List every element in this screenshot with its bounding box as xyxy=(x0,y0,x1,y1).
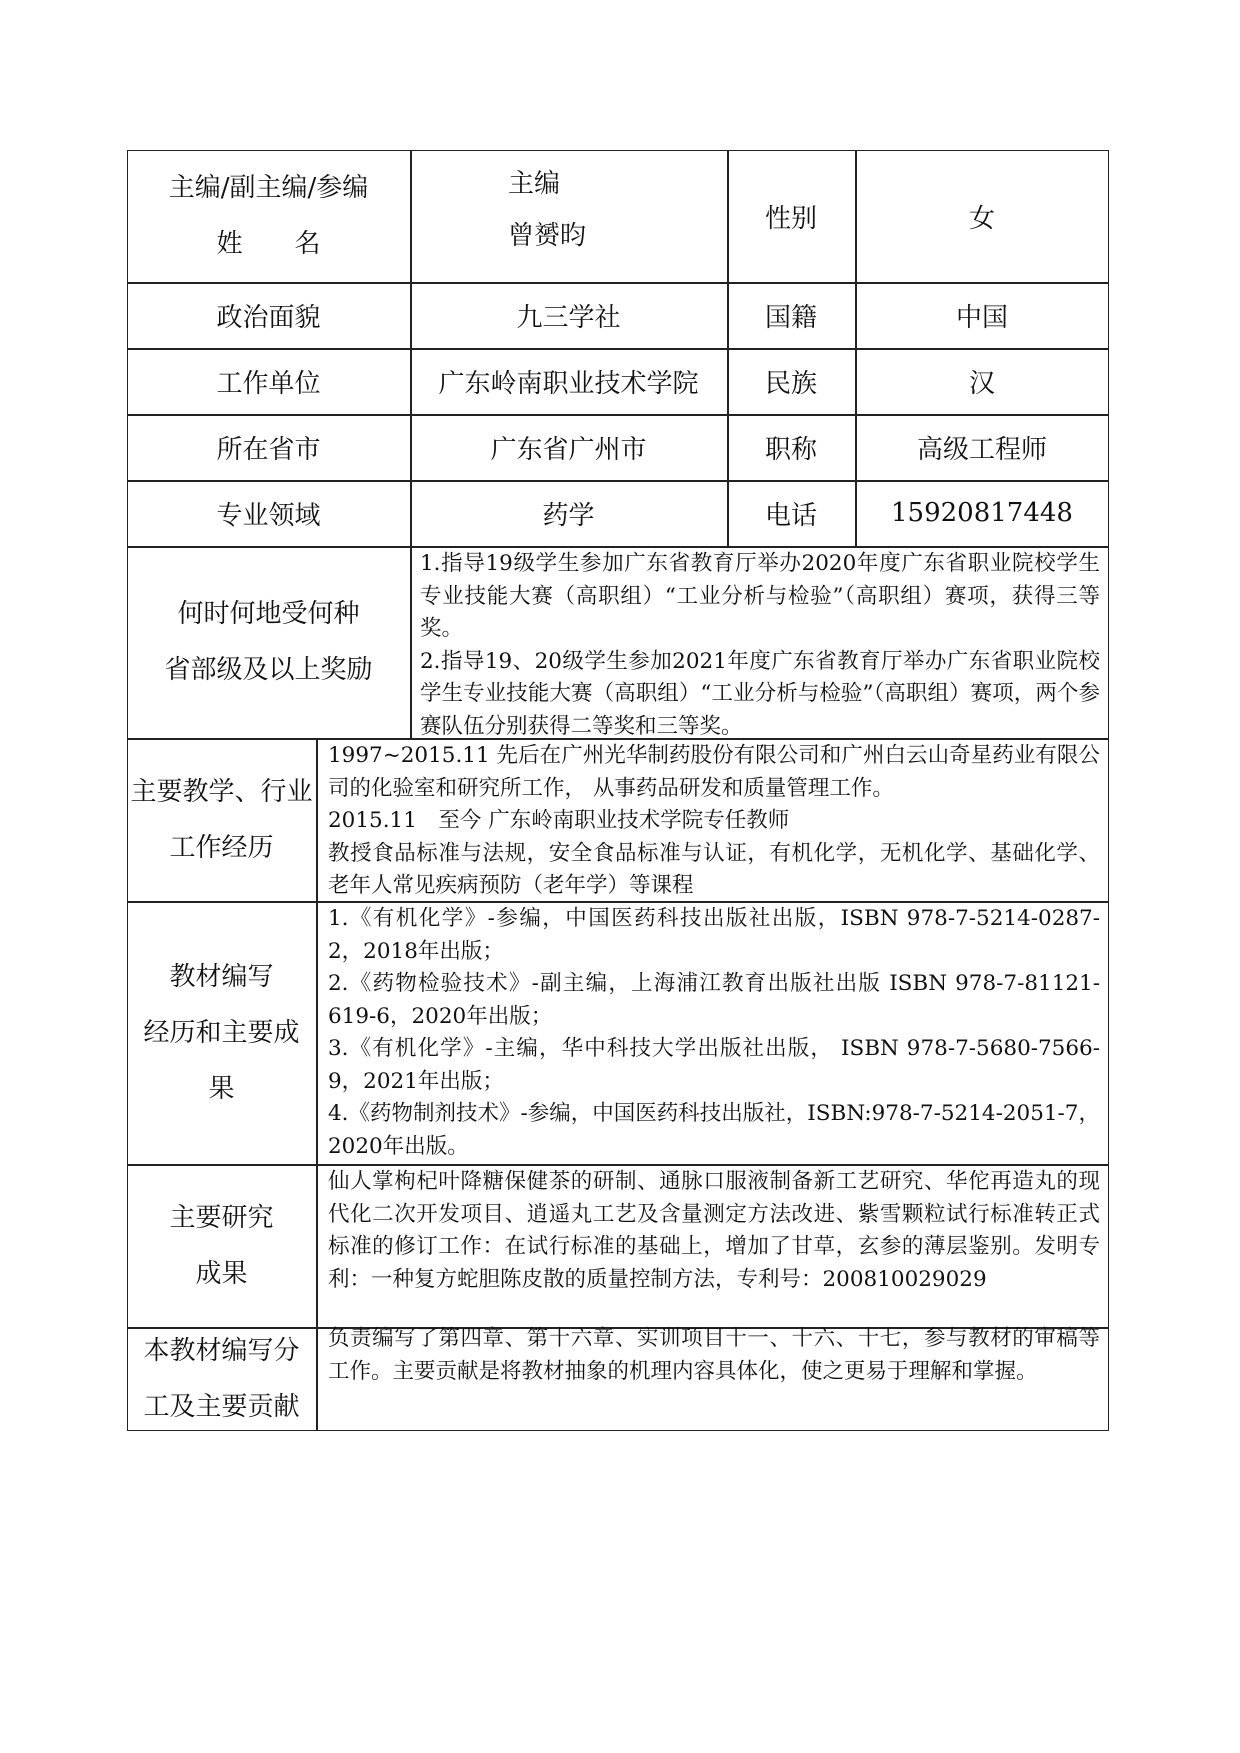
research-text: 仙人掌枸杞叶降糖保健茶的研制、通脉口服液制备新工艺研究、华佗再造丸的现代化二次开发项目、逍遥丸工艺及含量测定方法改进、紫雪颗粒试行标准转正式标准的修订工作：在试行标准的基础上，增加了甘草，玄参的薄层鉴别。发明专利：一种复方蛇胆陈皮散的质量控制方法，专利号：200810029029 xyxy=(328,1169,1100,1292)
textbooks-label xyxy=(127,901,316,1164)
research-label xyxy=(127,1164,316,1327)
award-item: 2.指导19、20级学生参加2021年度广东省教育厅举办广东省职业院校学生专业技能大赛（高职组）“工业分析与检验”（高职组）赛项，两个参赛队伍分别获得二等奖和三等奖。 xyxy=(420,648,1100,739)
research-content xyxy=(328,1166,1100,1296)
textbooks-label-line: 教材编写 xyxy=(169,961,274,992)
employer-value: 广东岭南职业技术学院 xyxy=(438,368,699,399)
phone-label: 电话 xyxy=(764,500,817,531)
gender-value: 女 xyxy=(968,203,995,234)
research-label-line: 主要研究 xyxy=(169,1202,274,1233)
contribution-text: 负责编写了第四章、第十六章、实训项目十一、十六、十七，参与教材的审稿等工作。主要贡献是将教材抽象的机理内容具体化，使之更易于理解和掌握。 xyxy=(328,1326,1100,1384)
political-value: 九三学社 xyxy=(516,302,621,333)
experience-item: 1997~2015.11 先后在广州光华制药股份有限公司和广州白云山奇星药业有限公司的化验室和研究所工作， 从事药品研发和质量管理工作。 xyxy=(328,743,1100,801)
phone-value: 15920817448 xyxy=(891,498,1073,528)
textbook-item: 4.《药物制剂技术》-参编，中国医药科技出版社，ISBN:978-7-5214-2051-7，2020年出版。 xyxy=(328,1101,1100,1159)
title-value: 高级工程师 xyxy=(916,434,1047,465)
textbooks-content xyxy=(328,903,1100,1163)
province-label: 所在省市 xyxy=(216,434,321,465)
experience-label-line: 主要教学、行业 xyxy=(130,776,313,807)
awards-label xyxy=(127,546,410,738)
research-label-line: 成果 xyxy=(195,1258,248,1289)
experience-item: 教授食品标准与法规，安全食品标准与认证，有机化学，无机化学、基础化学、老年人常见疾病预防（老年学）等课程 xyxy=(328,840,1100,898)
experience-label xyxy=(127,738,316,901)
employer-label: 工作单位 xyxy=(216,368,321,399)
province-value: 广东省广州市 xyxy=(490,434,647,465)
experience-item: 2015.11 至今 广东岭南职业技术学院专任教师 xyxy=(328,808,790,833)
ethnicity-value: 汉 xyxy=(968,368,995,399)
contribution-label-line: 工及主要贡献 xyxy=(143,1392,300,1422)
textbooks-label-line: 经历和主要成 xyxy=(143,1017,300,1048)
contribution-label-line: 本教材编写分 xyxy=(143,1336,300,1366)
role-name-label xyxy=(127,150,410,282)
awards-label-line: 省部级及以上奖励 xyxy=(164,655,373,685)
textbook-item: 1.《有机化学》-参编，中国医药科技出版社出版，ISBN 978-7-5214-0287-2，2018年出版； xyxy=(328,906,1100,964)
political-label: 政治面貌 xyxy=(216,302,321,333)
awards-content xyxy=(420,548,1100,743)
awards-label-line: 何时何地受何种 xyxy=(177,599,360,629)
textbook-item: 2.《药物检验技术》-副主编，上海浦江教育出版社出版 ISBN 978-7-81121-619-6，2020年出版； xyxy=(328,971,1100,1029)
ethnicity-label: 民族 xyxy=(764,368,817,399)
textbook-item: 3.《有机化学》-主编，华中科技大学出版社出版， ISBN 978-7-5680-7566-9，2021年出版； xyxy=(328,1036,1100,1094)
name-label: 姓 名 xyxy=(216,229,321,259)
title-label: 职称 xyxy=(764,434,817,465)
column-divider xyxy=(316,738,318,1431)
field-label: 专业领域 xyxy=(216,500,321,531)
role-value: 主编 xyxy=(508,169,561,199)
textbooks-label-line: 果 xyxy=(208,1073,235,1104)
contribution-label xyxy=(127,1327,316,1431)
field-value: 药学 xyxy=(542,500,595,531)
nationality-label: 国籍 xyxy=(764,302,817,333)
experience-content xyxy=(328,740,1100,903)
award-item: 1.指导19级学生参加广东省教育厅举办2020年度广东省职业院校学生专业技能大赛（高职组）“工业分析与检验”（高职组）赛项，获得三等奖。 xyxy=(420,551,1100,641)
experience-label-line: 工作经历 xyxy=(169,832,274,863)
name-value: 曾赟昀 xyxy=(508,221,587,251)
gender-label: 性别 xyxy=(764,203,817,234)
role-name-value xyxy=(410,150,727,282)
role-label: 主编/副主编/参编 xyxy=(168,173,369,203)
nationality-value: 中国 xyxy=(955,302,1008,333)
